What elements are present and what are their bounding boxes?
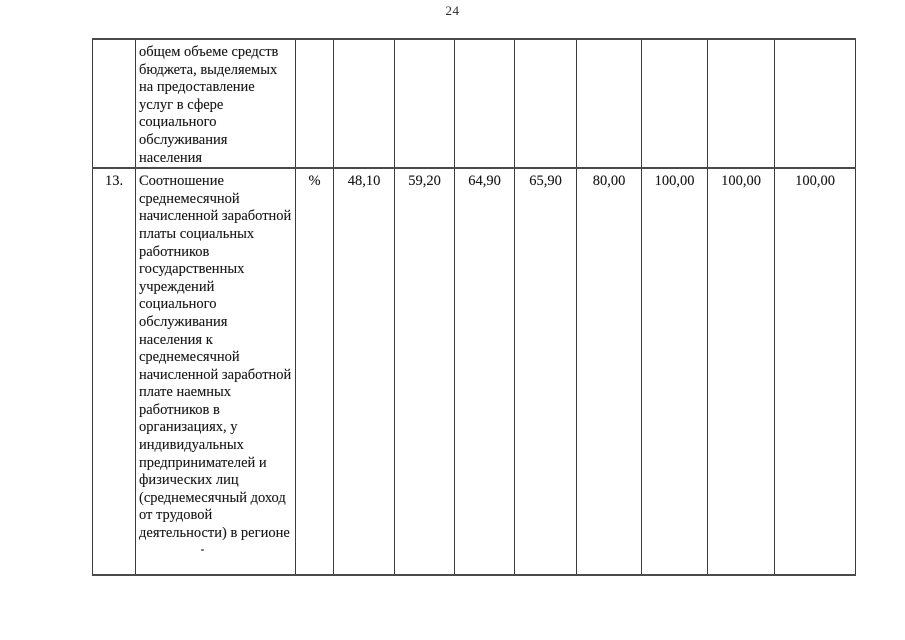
value-cell: 65,90 <box>515 168 577 575</box>
value-cell: 100,00 <box>642 168 708 575</box>
value-cell: 80,00 <box>577 168 642 575</box>
indicator-cell: общем объеме средств бюджета, выделяемых на предоставление услуг в сфере социального обслуживания населения <box>136 39 296 168</box>
indicator-cell: Соотношение среднемесячной начисленной заработной платы социальных работников государственных учреждений социального обслуживания населения к среднемесячной начисленной заработной плате наемных работников в организациях, у индивидуальных предпринимателей и физических лиц (среднемесячный доход от трудовой деятельности) в регионе <box>136 168 296 575</box>
value-cell <box>334 39 395 168</box>
table-row-continuation <box>93 39 856 168</box>
page-number: 24 <box>445 3 460 18</box>
scan-artifact-dot <box>201 549 204 551</box>
value-cell: 48,10 <box>334 168 395 575</box>
value-cell: 100,00 <box>775 168 856 575</box>
value-cell <box>455 39 515 168</box>
value-cell <box>708 39 775 168</box>
value-cell: 59,20 <box>395 168 455 575</box>
value-cell: 64,90 <box>455 168 515 575</box>
value-cell <box>775 39 856 168</box>
unit-cell: % <box>296 168 334 575</box>
table-row-13 <box>93 168 856 575</box>
value-cell: 100,00 <box>708 168 775 575</box>
value-cell <box>642 39 708 168</box>
indicators-table <box>92 38 856 576</box>
value-cell <box>515 39 577 168</box>
row-number-cell: 13. <box>93 168 136 575</box>
value-cell <box>577 39 642 168</box>
value-cell <box>395 39 455 168</box>
row-number-cell <box>93 39 136 168</box>
unit-cell <box>296 39 334 168</box>
